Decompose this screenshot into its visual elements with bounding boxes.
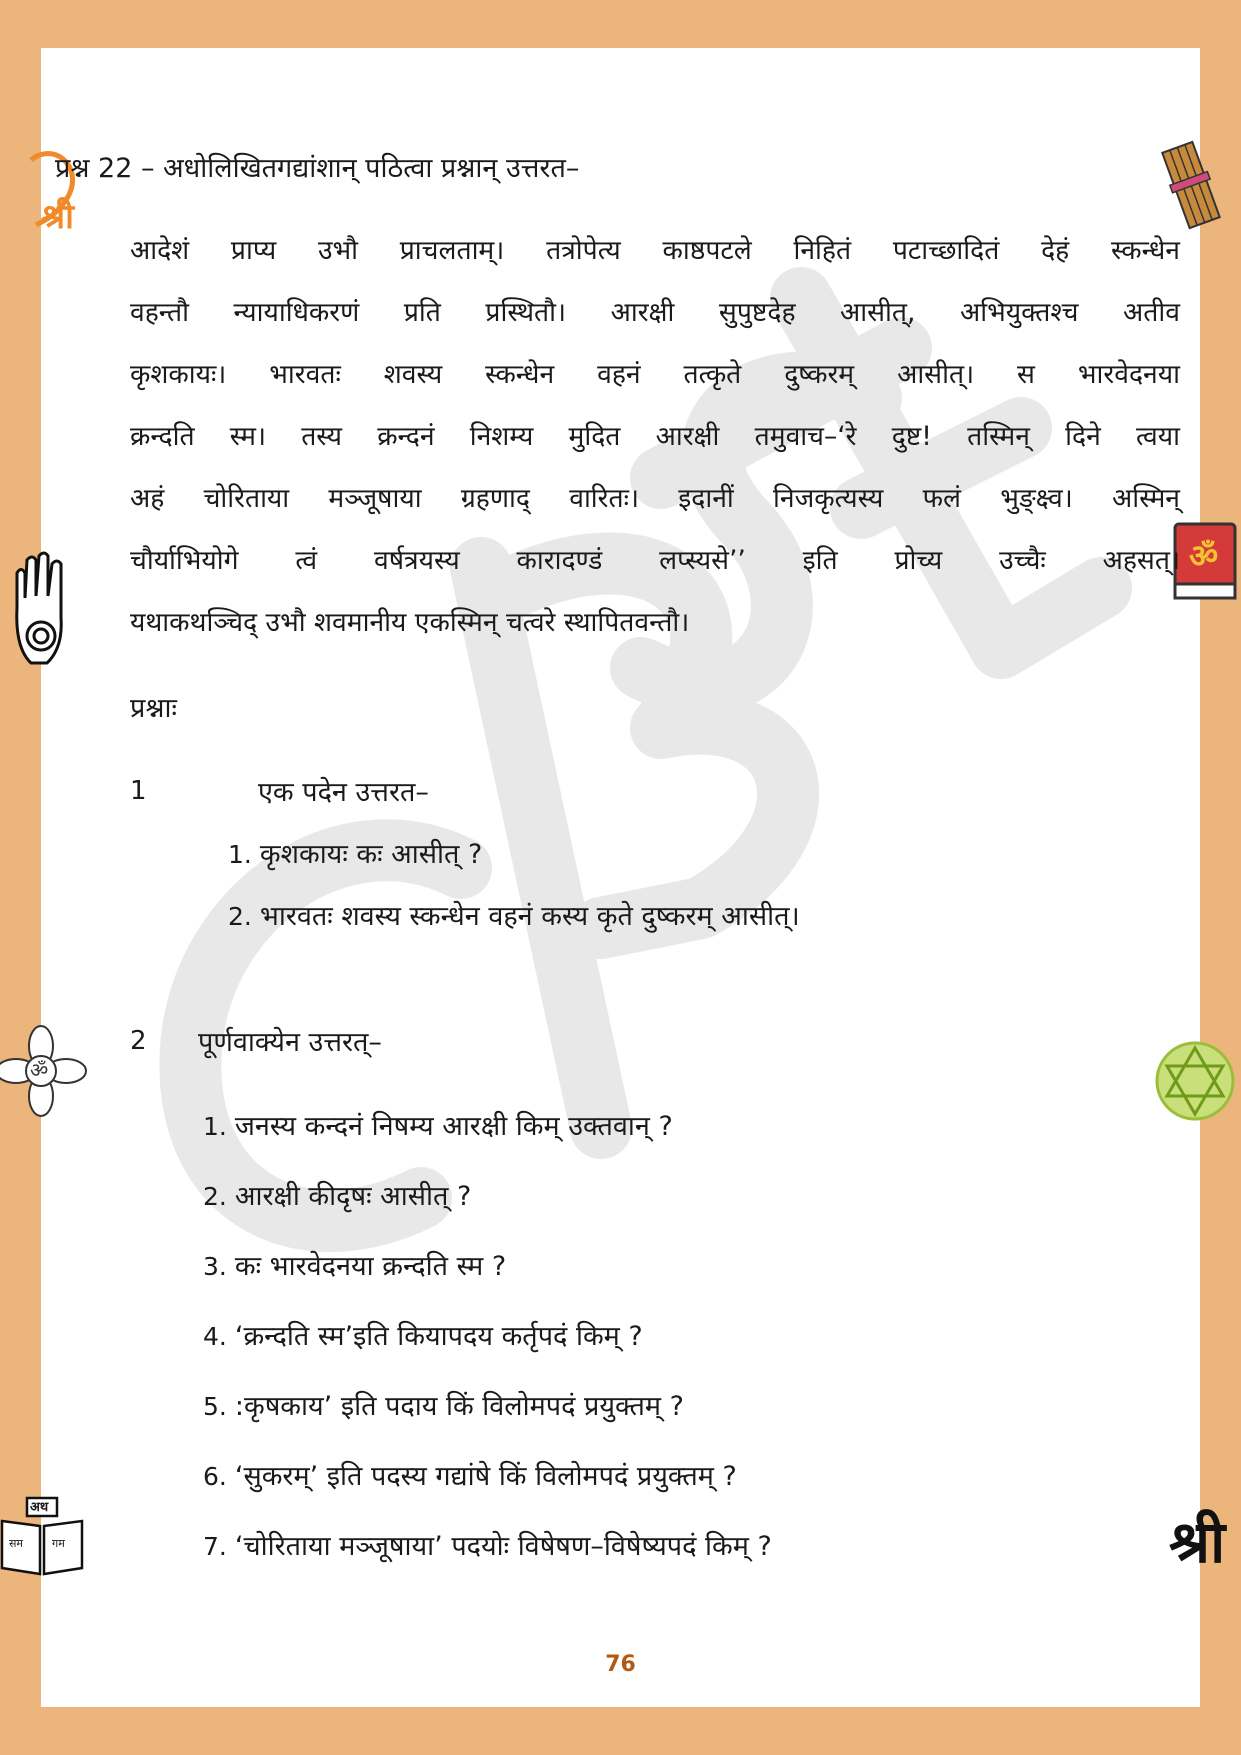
passage-line: अहं चोरिताया मञ्जूषाया ग्रहणाद् वारितः। इदानीं निजकृत्यस्य फलं भुङ्क्ष्व। अस्मिन् — [130, 483, 1180, 514]
open-book-icon: अथ सम गम — [0, 1496, 87, 1576]
item-text: ‘चोरिताया मञ्जूषाया’ पदयोः विषेषण–विषेष्यपदं किम् ? — [234, 1531, 772, 1562]
question-2-item — [203, 1106, 673, 1143]
hand-symbol-icon — [7, 548, 73, 670]
question-2-item — [203, 1526, 772, 1563]
item-text: कः भारवेदनया क्रन्दति स्म ? — [234, 1251, 507, 1282]
question-2-item — [203, 1386, 684, 1423]
item-text: कृशकायः कः आसीत् ? — [259, 839, 483, 870]
question-2-item — [203, 1176, 471, 1213]
yantra-flower-icon — [1155, 1036, 1235, 1126]
item-text: :कृषकाय’ इति पदाय किं विलोमपदं प्रयुक्तम् ? — [234, 1391, 684, 1422]
passage — [130, 220, 1180, 654]
passage-line: कृशकायः। भारवतः शवस्य स्कन्धेन वहनं तत्कृते दुष्करम् आसीत्। स भारवेदनया — [130, 359, 1180, 390]
item-text: जनस्य कन्दनं निषम्य आरक्षी किम् उक्तवान् ? — [234, 1111, 673, 1142]
item-number: 1. — [228, 840, 252, 869]
item-text: भारवतः शवस्य स्कन्धेन वहनं कस्य कृते दुष्करम् आसीत्। — [259, 901, 800, 932]
passage-line: क्रन्दति स्म। तस्य क्रन्दनं निशम्य मुदित आरक्षी तमुवाच–‘रे दुष्ट! तस्मिन् दिने त्वया — [130, 421, 1180, 452]
passage-line: आदेशं प्राप्य उभौ प्राचलताम्। तत्रोपेत्य काष्ठपटले निहितं पटाच्छादितं देहं स्कन्धेन — [130, 235, 1180, 266]
shri-calligraphy-icon: श्री — [1169, 1508, 1226, 1576]
item-number: 3. — [203, 1252, 227, 1281]
shri-logo-icon: श्री — [1, 140, 91, 250]
item-text: आरक्षी कीदृषः आसीत् ? — [234, 1181, 472, 1212]
passage-line: वहन्तौ न्यायाधिकरणं प्रति प्रस्थितौ। आरक्षी सुपुष्टदेह आसीत्, अभियुक्तश्च अतीव — [130, 297, 1180, 328]
page-number: 76 — [605, 1652, 636, 1677]
question-1-title: एक पदेन उत्तरत– — [258, 777, 429, 808]
passage-line: यथाकथञ्चिद् उभौ शवमानीय एकस्मिन् चत्वरे स्थापितवन्तौ। — [130, 607, 690, 638]
question-2-item — [203, 1246, 506, 1283]
item-number: 1. — [203, 1112, 227, 1141]
question-1-item — [228, 896, 800, 933]
question-heading: प्रश्न 22 – अधोलिखितगद्यांशान् पठित्वा प्रश्नान् उत्तरत– — [55, 153, 580, 184]
item-number: 7. — [203, 1532, 227, 1561]
question-1-number: 1 — [130, 776, 147, 806]
lotus-om-icon: ॐ — [1, 1026, 81, 1116]
passage-line: चौर्याभियोगे त्वं वर्षत्रयस्य कारादण्डं लप्स्यसे’’ इति प्रोच्य उच्चैः अहसत्। — [130, 545, 1180, 576]
question-2-item — [203, 1316, 643, 1353]
om-book-icon: ॐ — [1171, 520, 1241, 602]
question-2-item — [203, 1456, 737, 1493]
scroll-bundle-icon — [1161, 140, 1221, 230]
question-2-number: 2 — [130, 1026, 147, 1056]
question-2-title: पूर्णवाक्येन उत्तरत्– — [198, 1027, 382, 1058]
item-number: 2. — [203, 1182, 227, 1211]
item-number: 5. — [203, 1392, 227, 1421]
item-text: ‘क्रन्दति स्म’इति कियापदय कर्तृपदं किम् ? — [234, 1321, 643, 1352]
item-number: 4. — [203, 1322, 227, 1351]
document-page — [9, 48, 1226, 1707]
item-number: 6. — [203, 1462, 227, 1491]
item-number: 2. — [228, 902, 252, 931]
question-1-item — [228, 834, 482, 871]
item-text: ‘सुकरम्’ इति पदस्य गद्यांषे किं विलोमपदं प्रयुक्तम् ? — [234, 1461, 737, 1492]
questions-label: प्रश्नाः — [130, 693, 177, 724]
